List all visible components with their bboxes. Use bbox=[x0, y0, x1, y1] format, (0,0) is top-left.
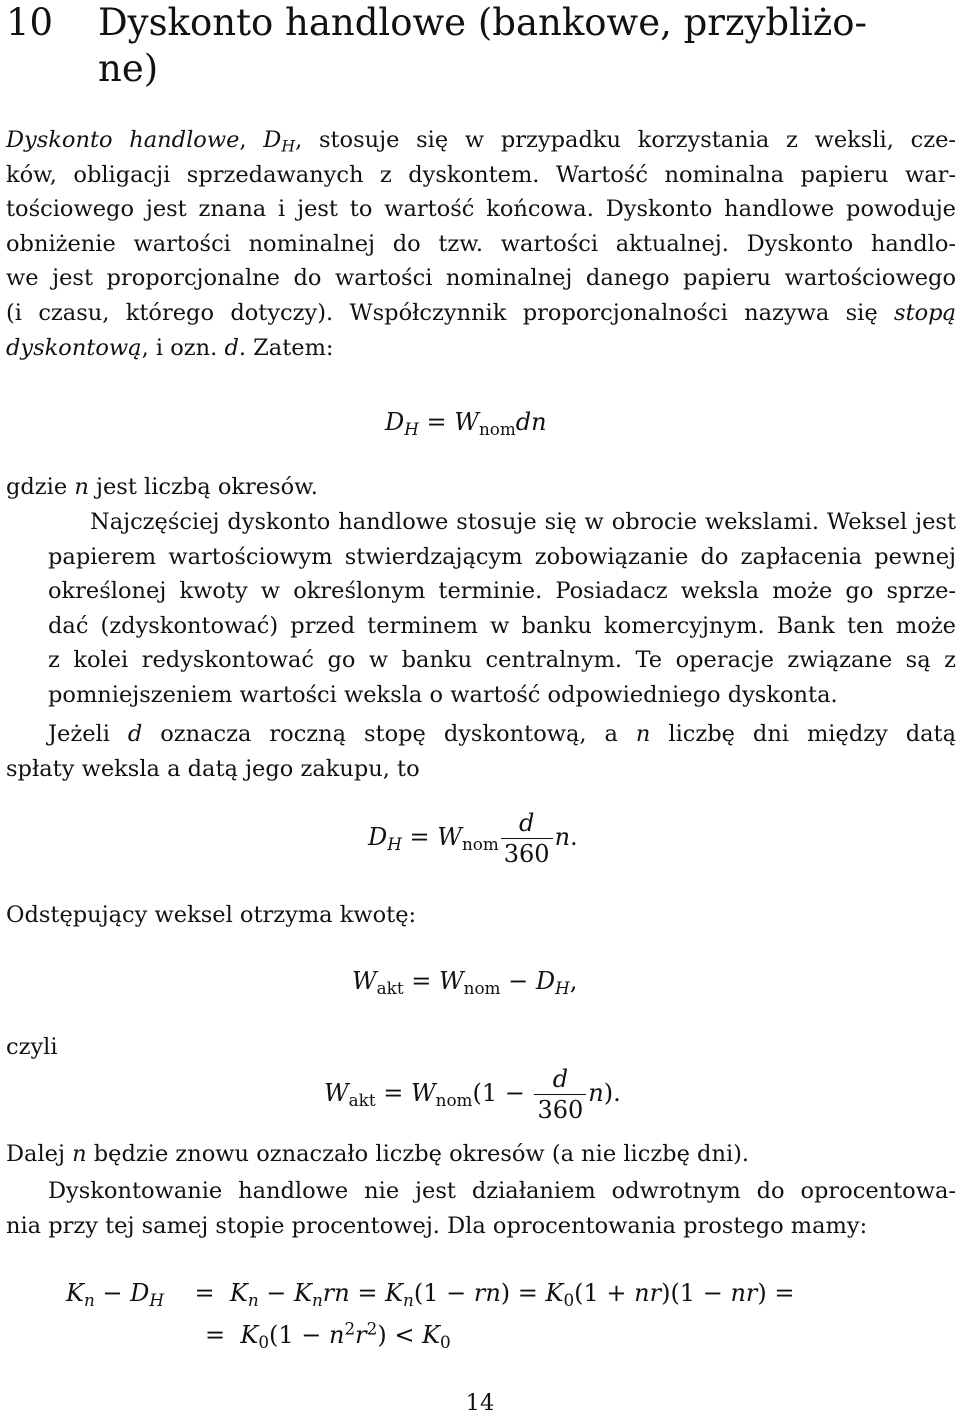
equation-comparison-line1: $K_n - D_H$ = $K_n - K_nrn = K_n(1 - rn) = K_0(1 + nr)(1 - nr)$ = bbox=[66, 1279, 795, 1311]
text-line: czyli bbox=[6, 1034, 58, 1060]
paragraph-where: gdzie n jest liczbą okresów. bbox=[6, 474, 318, 500]
section-title-line2: ne) bbox=[98, 47, 159, 90]
subscript-nom: nom bbox=[478, 419, 516, 440]
section-title-line1: Dyskonto handlowe (bankowe, przybliżo- bbox=[98, 1, 868, 44]
text-fragment: jest liczbą okresów. bbox=[95, 474, 318, 500]
paragraph-further: Dalej n będzie znowu oznaczało liczbę okresów (a nie liczbę dni). bbox=[6, 1141, 750, 1167]
equation-comparison-line2: = $K_0(1 - n^2r^2) < K_0$ bbox=[205, 1318, 451, 1353]
text-line: Odstępujący weksel otrzyma kwotę: bbox=[6, 902, 417, 928]
text-line: , stosuje się w przypadku korzystania z weksli, cze- bbox=[295, 127, 956, 153]
text-line: Dyskontowanie handlowe nie jest działaniem odwrotnym do oprocentowa- bbox=[48, 1178, 956, 1204]
text-fragment: . Zatem: bbox=[238, 334, 334, 361]
term-discount-rate-2: dyskontową bbox=[6, 334, 142, 361]
fraction-denominator: 360 bbox=[503, 840, 550, 868]
text-fragment: Jeżeli bbox=[48, 721, 110, 747]
text-line: dać (zdyskontować) przed terminem w banku komercyjnym. Bank ten może bbox=[48, 612, 956, 639]
paragraph-definition: Dyskonto handlowe, $D_H$, stosuje się w przypadku korzystania z weksli, cze- ków, obligacji sprzedawanych z dyskontem. Wartość nominalna papieru war- tościowego jest znana i jest to wartość końcowa. Dyskonto handlowe powoduje obniżenie wartości nominalnej do tzw. wartości aktualnej. Dyskonto handlo- we jest proporcjonalne do wartości nominalnej danego papieru wartościowego (i czasu, którego dotyczy). Współczynnik proporcjonalności nazywa się stopą dyskontową, i ozn. d. Zatem: bbox=[6, 127, 956, 361]
text-line: określonej kwoty w określonym terminie. Posiadacz weksla może go sprze- bbox=[48, 578, 956, 605]
text-fragment: będzie znowu oznaczało liczbę okresów (a nie liczbę dni). bbox=[93, 1141, 750, 1167]
subscript-akt: akt bbox=[348, 1090, 376, 1111]
text-line: spłaty weksla a datą jego zakupu, to bbox=[6, 755, 420, 782]
section-number: 10 bbox=[6, 1, 54, 44]
fraction-denominator: 360 bbox=[537, 1096, 584, 1124]
text-fragment: , i ozn. bbox=[141, 334, 218, 361]
text-line: z kolei redyskontować go w banku centralnym. Te operacje związane są z bbox=[48, 647, 956, 674]
paragraph-if: Jeżeli d oznacza roczną stopę dyskontową, a n liczbę dni między datą spłaty weksla a datą jego zakupu, to bbox=[6, 717, 956, 786]
equation-actual-value-expanded: $W_{akt} = W_{nom}(1$ − $\frac{d}{360}$ n). bbox=[324, 1065, 621, 1124]
text-fragment: oznacza roczną stopę dyskontową, a bbox=[160, 721, 618, 747]
paragraph-bills bbox=[6, 505, 956, 713]
subscript-nom: nom bbox=[461, 834, 499, 855]
text-line: ków, obligacji sprzedawanych z dyskontem. Wartość nominalna papieru war- bbox=[6, 161, 956, 188]
equation-actual-value: $W_{akt} = W_{nom} - D_H$, bbox=[352, 967, 578, 999]
paragraph-discounting bbox=[6, 1174, 956, 1243]
subscript-akt: akt bbox=[376, 978, 404, 999]
text-fragment: gdzie bbox=[6, 474, 68, 500]
text-line: nia przy tej samej stopie procentowej. Dla oprocentowania prostego mamy: bbox=[6, 1212, 868, 1239]
term-discount-rate: stopą bbox=[894, 299, 956, 326]
section-heading bbox=[6, 0, 956, 92]
text-line: pomniejszeniem wartości weksla o wartość odpowiedniego dyskonta. bbox=[48, 681, 838, 708]
text-line: papierem wartościowym stwierdzającym zobowiązanie do zapłacenia pewnej bbox=[48, 543, 956, 570]
text-line: obniżenie wartości nominalnej do tzw. wartości aktualnej. Dyskonto handlo- bbox=[6, 230, 956, 257]
equation-discount: $D_H = W_{nom}dn$ bbox=[385, 408, 547, 440]
text-line: tościowego jest znana i jest to wartość końcowa. Dyskonto handlowe powoduje bbox=[6, 196, 956, 223]
text-fragment: liczbę dni między datą bbox=[668, 721, 957, 747]
paragraph-that-is bbox=[6, 1030, 956, 1065]
page-number: 14 bbox=[465, 1390, 495, 1416]
equation-discount-days: $D_H = W_{nom}$ $\frac{d}{360}$ n. bbox=[368, 809, 578, 868]
paragraph-amount bbox=[6, 898, 956, 933]
text-line: we jest proporcjonalne do wartości nominalnej danego papieru wartościowego bbox=[6, 265, 956, 292]
text-fragment: Dalej bbox=[6, 1141, 65, 1167]
text-line: Najczęściej dyskonto handlowe stosuje się w obrocie wekslami. Weksel jest bbox=[90, 509, 956, 535]
subscript-nom: nom bbox=[435, 1090, 473, 1111]
term-commercial-discount: Dyskonto handlowe bbox=[6, 127, 240, 153]
subscript-nom: nom bbox=[463, 978, 501, 999]
text-line: (i czasu, którego dotyczy). Współczynnik proporcjonalności nazywa się bbox=[6, 299, 878, 326]
